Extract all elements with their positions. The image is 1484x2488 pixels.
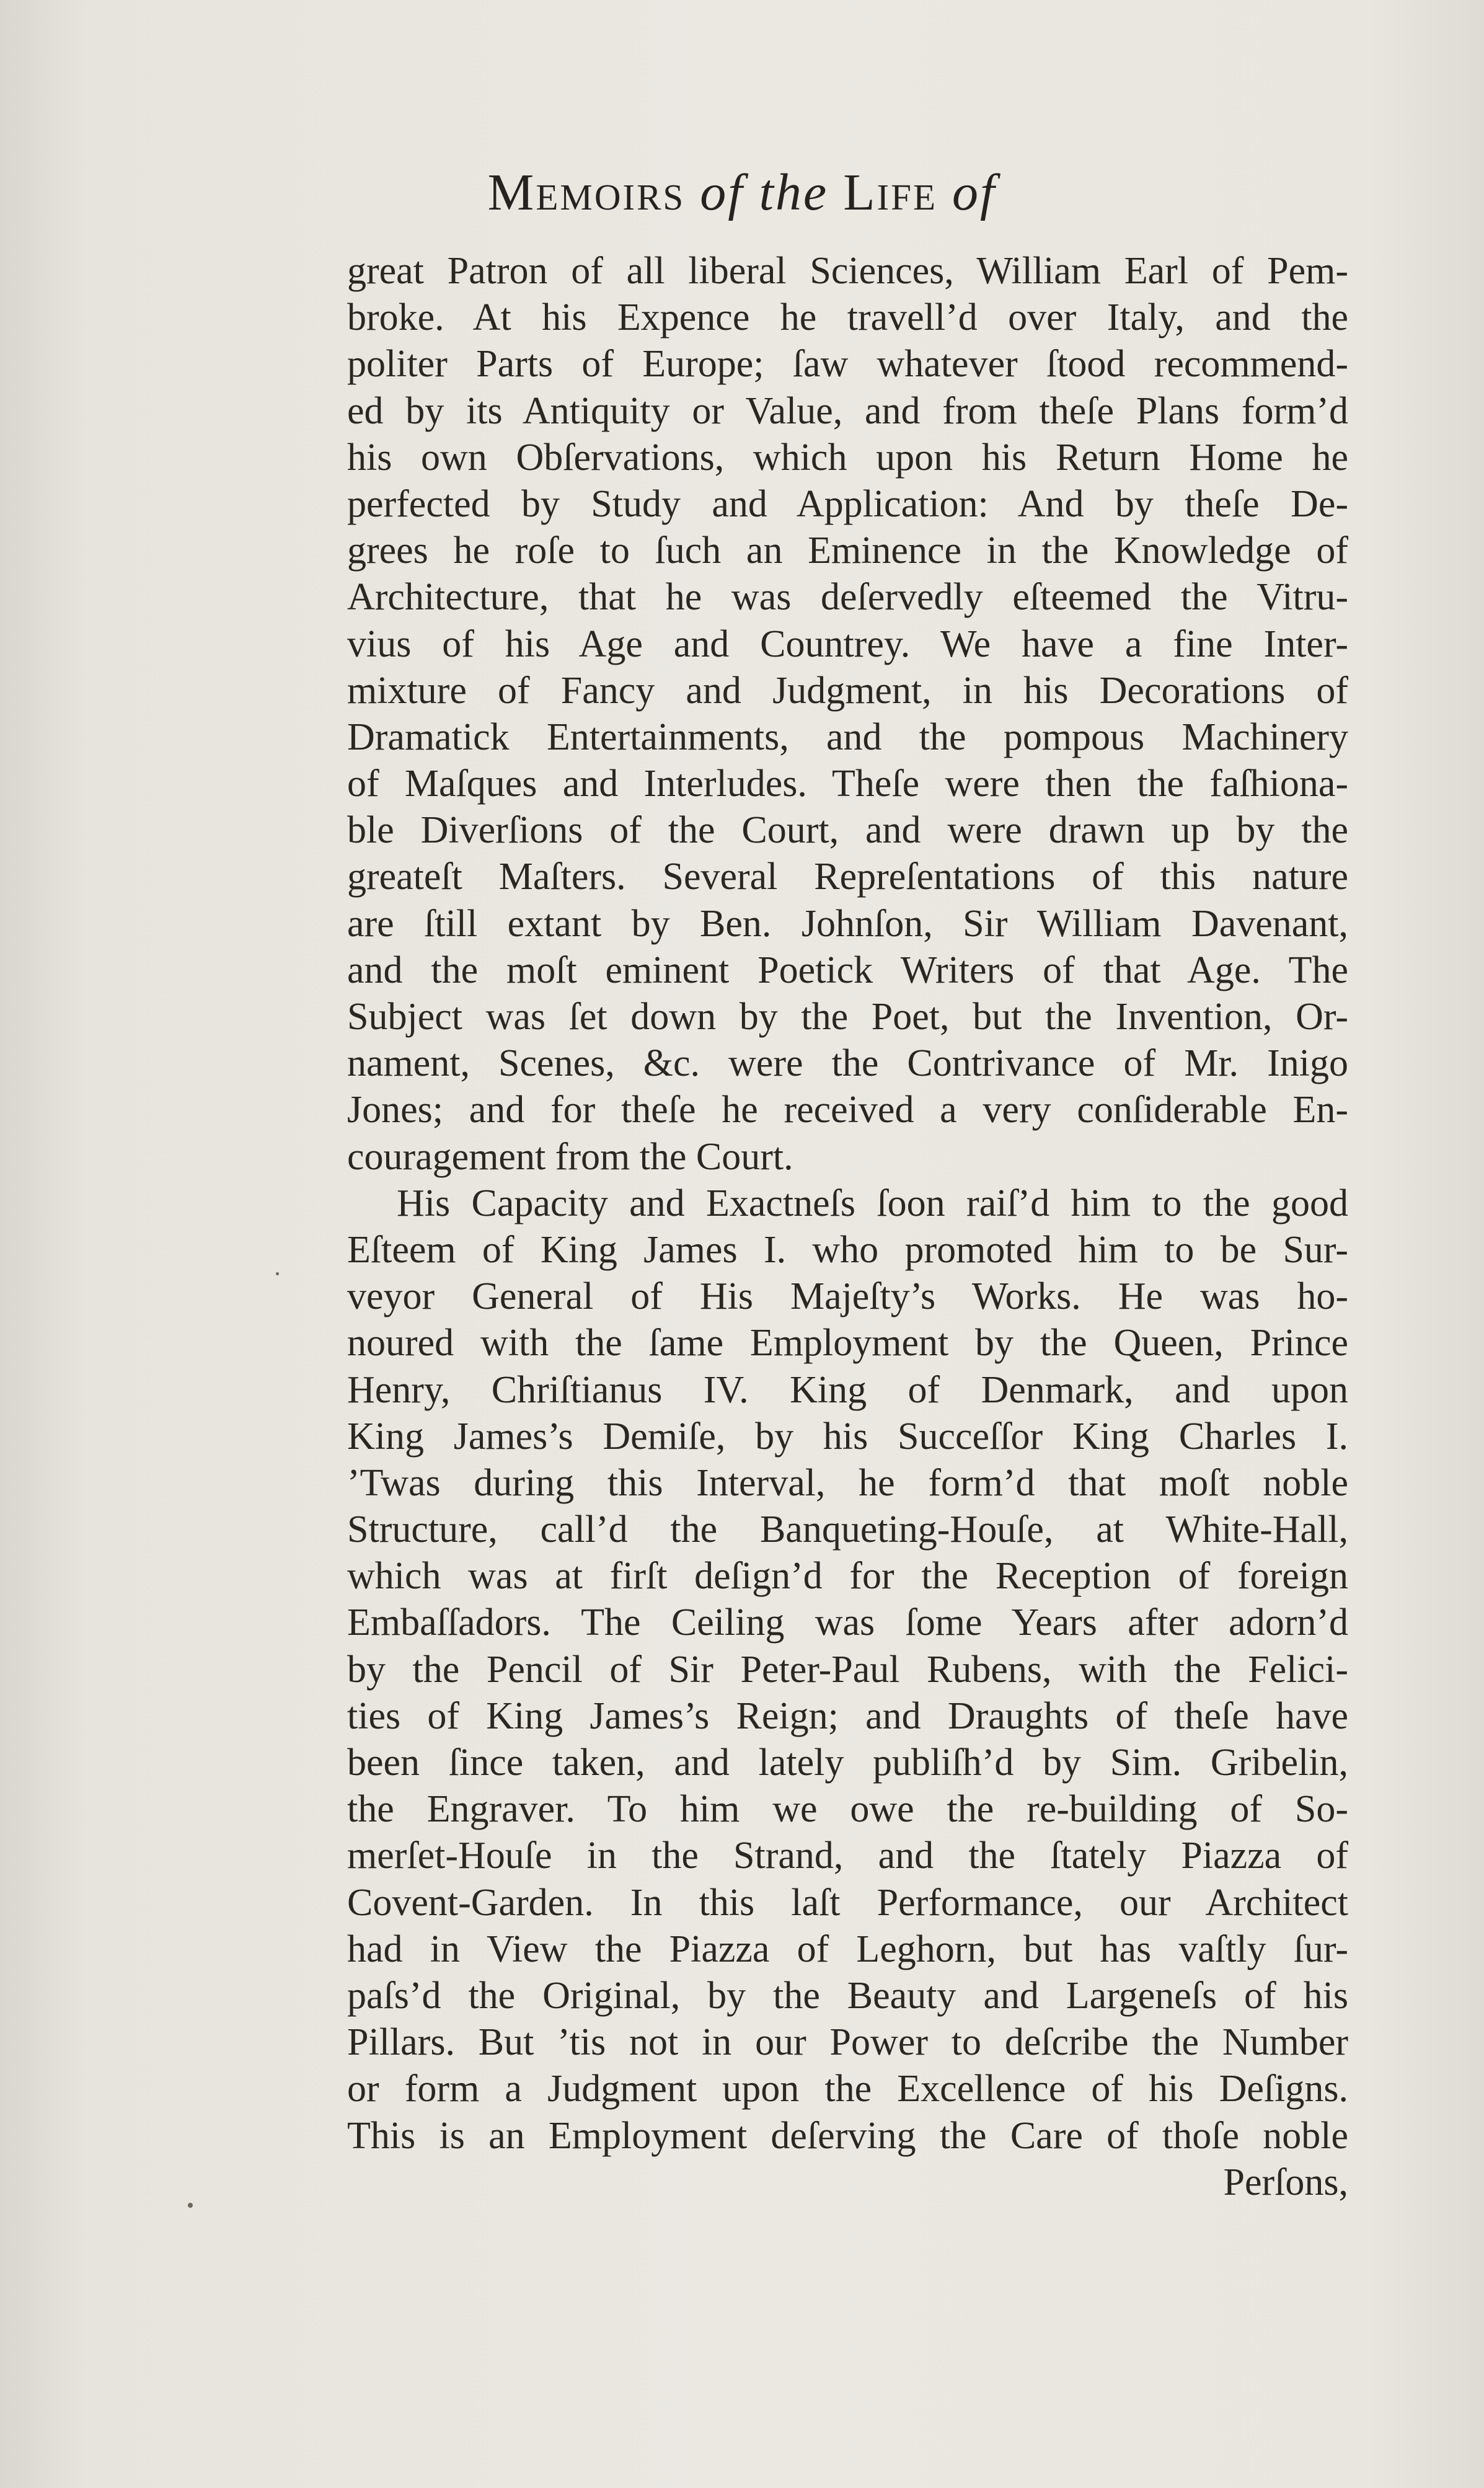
ink-speck	[188, 2203, 193, 2208]
text-line: veyor General of His Majeſty’s Works. He was ho-	[347, 1275, 1348, 1318]
ink-speck	[276, 1272, 279, 1275]
body-text	[347, 248, 1348, 2206]
text-line: paſs’d the Original, by the Beauty and Largeneſs of his	[347, 1974, 1348, 2017]
text-line: ties of King James’s Reign; and Draughts of theſe have	[347, 1694, 1348, 1737]
text-line: Jones; and for theſe he received a very conſiderable En-	[347, 1089, 1348, 1131]
running-head-of: of	[700, 164, 744, 221]
text-line: mixture of Fancy and Judgment, in his Decorations of	[347, 669, 1348, 712]
text-line: Subject was ſet down by the Poet, but the Invention, Or-	[347, 996, 1348, 1038]
text-line: This is an Employment deſerving the Care of thoſe noble	[347, 2114, 1348, 2157]
text-line: vius of his Age and Countrey. We have a fine Inter-	[347, 622, 1348, 665]
text-line: politer Parts of Europe; ſaw whatever ſtood recommend-	[347, 343, 1348, 386]
text-line: are ſtill extant by Ben. Johnſon, Sir William Davenant,	[347, 902, 1348, 945]
text-line: grees he roſe to ſuch an Eminence in the Knowledge of	[347, 529, 1348, 572]
text-line: broke. At his Expence he travell’d over Italy, and the	[347, 296, 1348, 339]
text-line: had in View the Piazza of Leghorn, but has vaſtly ſur-	[347, 1928, 1348, 1970]
text-line: or form a Judgment upon the Excellence of his Deſigns.	[347, 2068, 1348, 2110]
text-line: couragement from the Court.	[347, 1135, 793, 1178]
text-line: Structure, call’d the Banqueting-Houſe, at White-Hall,	[347, 1508, 1348, 1551]
running-head-life: Life	[843, 164, 938, 221]
text-line: King James’s Demiſe, by his Succeſſor King Charles I.	[347, 1415, 1348, 1458]
running-head	[0, 162, 1484, 223]
text-line: Embaſſadors. The Ceiling was ſome Years after adorn’d	[347, 1601, 1348, 1644]
text-line: the Engraver. To him we owe the re-building of So-	[347, 1788, 1348, 1831]
catchword: Perſons,	[1223, 2161, 1348, 2203]
text-line: ed by its Antiquity or Value, and from theſe Plans form’d	[347, 389, 1348, 432]
text-line: Eſteem of King James I. who promoted him to be Sur-	[347, 1228, 1348, 1271]
text-line: nament, Scenes, &c. were the Contrivance of Mr. Inigo	[347, 1042, 1348, 1085]
text-line: by the Pencil of Sir Peter-Paul Rubens, with the Felici-	[347, 1648, 1348, 1691]
text-line: ble Diverſions of the Court, and were drawn up by the	[347, 809, 1348, 852]
running-head-memoirs: Memoirs	[487, 164, 686, 221]
text-line: perfected by Study and Application: And by theſe De-	[347, 482, 1348, 525]
text-line: greateſt Maſters. Several Repreſentations of this nature	[347, 856, 1348, 898]
text-line: which was at firſt deſign’d for the Reception of foreign	[347, 1555, 1348, 1598]
text-line: Dramatick Entertainments, and the pompous Machinery	[347, 715, 1348, 758]
text-line: of Maſques and Interludes. Theſe were then the faſhiona-	[347, 763, 1348, 805]
text-line: ’Twas during this Interval, he form’d that moſt noble	[347, 1461, 1348, 1504]
text-line: Architecture, that he was deſervedly eſteemed the Vitru-	[347, 576, 1348, 619]
text-line: noured with the ſame Employment by the Queen, Prince	[347, 1322, 1348, 1365]
text-line: Pillars. But ’tis not in our Power to deſcribe the Number	[347, 2021, 1348, 2064]
text-line: been ſince taken, and lately publiſh’d by Sim. Gribelin,	[347, 1742, 1348, 1784]
text-line: his own Obſervations, which upon his Return Home he	[347, 436, 1348, 479]
text-line: merſet-Houſe in the Strand, and the ſtately Piazza of	[347, 1835, 1348, 1877]
text-line: His Capacity and Exactneſs ſoon raiſ’d him to the good	[397, 1182, 1348, 1224]
running-head-the: the	[759, 164, 829, 221]
text-line: and the moſt eminent Poetick Writers of that Age. The	[347, 949, 1348, 991]
running-head-of-2: of	[952, 164, 997, 221]
text-line: Covent-Garden. In this laſt Performance, our Architect	[347, 1881, 1348, 1924]
text-line: Henry, Chriſtianus IV. King of Denmark, and upon	[347, 1368, 1348, 1411]
text-line: great Patron of all liberal Sciences, William Earl of Pem-	[347, 250, 1348, 292]
